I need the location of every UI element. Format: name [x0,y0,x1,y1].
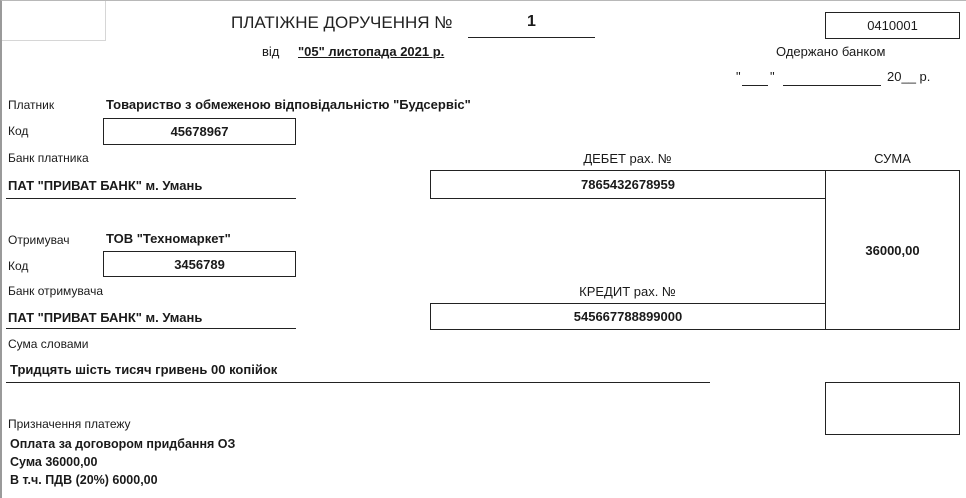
date-prefix: від [262,44,280,59]
recipient-bank-label: Банк отримувача [8,284,104,298]
amount-in-words-label: Сума словами [8,337,89,351]
form-code: 0410001 [867,18,918,33]
amount-in-words: Тридцять шість тисяч гривень 00 копійок [10,362,278,377]
payer-name: Товариство з обмеженою відповідальністю "Будсервіс" [106,97,471,112]
debit-label: ДЕБЕТ рах. № [583,151,672,166]
document-date: "05" листопада 2021 р. [298,44,445,59]
bank-mark-box [825,382,960,435]
recipient-name: ТОВ "Техномаркет" [106,231,231,246]
header-empty-cell [2,1,106,41]
recipient-bank-underline [6,328,296,329]
payment-purpose-line-1: Оплата за договором придбання ОЗ [10,437,236,451]
payment-purpose-line-2: Сума 36000,00 [10,455,98,469]
document-number: 1 [527,13,536,30]
received-date-close-quote: " [770,69,775,84]
recipient-code: 3456789 [174,257,225,272]
credit-account: 545667788899000 [573,309,683,324]
payment-purpose-label: Призначення платежу [8,417,131,431]
received-month-line [783,85,881,86]
received-day-line [742,85,768,86]
debit-account: 7865432678959 [581,177,675,192]
payer-label: Платник [8,98,55,112]
payer-code-label: Код [8,124,29,138]
amount-in-words-underline [6,382,710,383]
received-date-open-quote: " [736,69,741,84]
received-by-bank-label: Одержано банком [776,44,886,59]
document-number-underline [468,37,595,38]
payment-purpose-line-3: В т.ч. ПДВ (20%) 6000,00 [10,473,158,487]
amount-label: СУМА [874,151,911,166]
received-year: 20__ р. [887,69,931,84]
document-title: ПЛАТІЖНЕ ДОРУЧЕННЯ № [231,13,453,32]
recipient-code-label: Код [8,259,29,273]
payer-bank-underline [6,198,296,199]
amount-value: 36000,00 [865,243,920,258]
recipient-label: Отримувач [8,233,70,247]
payer-bank-name: ПАТ "ПРИВАТ БАНК" м. Умань [8,178,203,193]
recipient-bank-name: ПАТ "ПРИВАТ БАНК" м. Умань [8,310,203,325]
payer-bank-label: Банк платника [8,151,89,165]
credit-label: КРЕДИТ рах. № [579,284,676,299]
payer-code: 45678967 [170,124,229,139]
